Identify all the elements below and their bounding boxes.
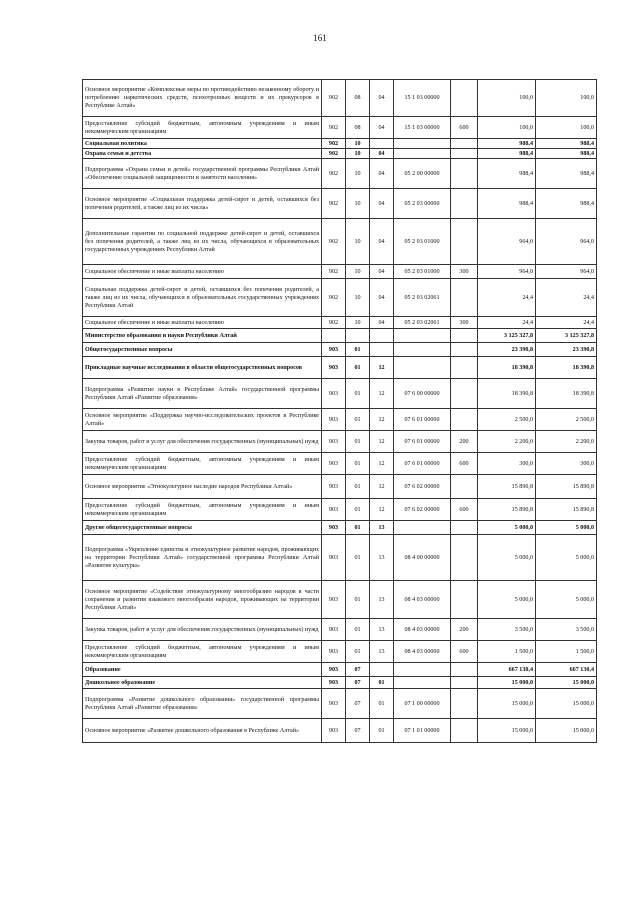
row-section-code: 10: [346, 265, 370, 279]
table-row: [83, 619, 597, 641]
row-expense-type-code: 300: [451, 265, 478, 279]
row-amount-1: 964,0: [478, 265, 536, 279]
row-grbs-code: 902: [322, 265, 346, 279]
row-name: Закупка товаров, работ и услуг для обеспечения государственных (муниципальных) нужд: [83, 619, 322, 641]
row-expense-type-code: [451, 139, 478, 149]
row-name: Дополнительные гарантии по социальной поддержке детей-сирот и детей, оставшихся без попечения родителей, а также лиц из их числа, обучающихся в образовательных государственных учреждениях Республики Алтай: [83, 219, 322, 265]
row-grbs-code: 903: [322, 619, 346, 641]
row-section-code: 10: [346, 159, 370, 189]
row-grbs-code: 903: [322, 431, 346, 453]
row-amount-2: 964,0: [536, 219, 597, 265]
row-section-code: 07: [346, 719, 370, 743]
row-name: Охрана семьи и детства: [83, 149, 322, 159]
row-amount-1: 667 130,4: [478, 663, 536, 677]
row-section-code: 01: [346, 499, 370, 521]
row-target-article-code: [394, 677, 451, 689]
row-name: Предоставление субсидий бюджетным, автономным учреждениям и иным некоммерческим организациям: [83, 499, 322, 521]
row-name: Подпрограмма «Развитие науки в Республике Алтай» государственной программы Республики Алтай «Развитие образования»: [83, 379, 322, 409]
table-row: [83, 663, 597, 677]
row-subsection-code: [370, 343, 394, 357]
row-name: Социальное обеспечение и иные выплаты населению: [83, 317, 322, 329]
row-amount-2: 1 500,0: [536, 641, 597, 663]
row-name: Основное мероприятие «Поддержка научно-исследовательских проектов в Республике Алтай»: [83, 409, 322, 431]
row-section-code: 01: [346, 581, 370, 619]
row-target-article-code: 05 2 03 02061: [394, 279, 451, 317]
row-amount-2: 5 000,0: [536, 535, 597, 581]
row-amount-2: 964,0: [536, 265, 597, 279]
row-section-code: 01: [346, 641, 370, 663]
row-section-code: [346, 329, 370, 343]
row-name: Предоставление субсидий бюджетным, автономным учреждениям и иным некоммерческим организациям: [83, 641, 322, 663]
table-row: [83, 139, 597, 149]
row-amount-1: 15 000,0: [478, 689, 536, 719]
table-row: [83, 149, 597, 159]
row-name: Другие общегосударственные вопросы: [83, 521, 322, 535]
row-name: Министерство образования и науки Республики Алтай: [83, 329, 322, 343]
row-target-article-code: [394, 663, 451, 677]
row-grbs-code: 902: [322, 149, 346, 159]
row-grbs-code: 902: [322, 279, 346, 317]
row-amount-2: 15 890,8: [536, 475, 597, 499]
row-target-article-code: 07 6 01 00000: [394, 431, 451, 453]
row-expense-type-code: [451, 689, 478, 719]
row-section-code: 10: [346, 317, 370, 329]
row-grbs-code: 902: [322, 219, 346, 265]
row-section-code: 10: [346, 149, 370, 159]
table-row: [83, 409, 597, 431]
row-amount-1: 988,4: [478, 159, 536, 189]
row-target-article-code: [394, 521, 451, 535]
row-target-article-code: 05 2 03 01000: [394, 219, 451, 265]
row-subsection-code: 13: [370, 641, 394, 663]
row-amount-2: 2 200,0: [536, 431, 597, 453]
row-subsection-code: 12: [370, 475, 394, 499]
row-target-article-code: 08 4 03 00000: [394, 619, 451, 641]
row-expense-type-code: [451, 379, 478, 409]
row-subsection-code: 12: [370, 431, 394, 453]
row-amount-1: 23 390,8: [478, 343, 536, 357]
row-amount-1: 15 000,0: [478, 719, 536, 743]
row-grbs-code: 903: [322, 475, 346, 499]
row-grbs-code: 903: [322, 689, 346, 719]
row-grbs-code: 902: [322, 317, 346, 329]
row-target-article-code: [394, 149, 451, 159]
row-amount-2: 5 000,0: [536, 521, 597, 535]
row-section-code: 01: [346, 431, 370, 453]
row-expense-type-code: 300: [451, 317, 478, 329]
row-subsection-code: 13: [370, 581, 394, 619]
row-subsection-code: 04: [370, 159, 394, 189]
row-subsection-code: 01: [370, 677, 394, 689]
row-grbs-code: 903: [322, 641, 346, 663]
row-amount-1: 18 390,8: [478, 357, 536, 379]
row-name: Основное мероприятие «Социальная поддержка детей-сирот и детей, оставшихся без попечения родителей, а также лиц из их числа»: [83, 189, 322, 219]
row-target-article-code: 05 2 00 00000: [394, 159, 451, 189]
row-amount-2: 100,0: [536, 117, 597, 139]
row-name: Образование: [83, 663, 322, 677]
row-amount-2: 667 130,4: [536, 663, 597, 677]
table-row: [83, 677, 597, 689]
row-target-article-code: 07 6 01 00000: [394, 453, 451, 475]
row-grbs-code: 903: [322, 719, 346, 743]
row-amount-1: 988,4: [478, 149, 536, 159]
row-grbs-code: 903: [322, 663, 346, 677]
row-amount-1: 24,4: [478, 279, 536, 317]
row-section-code: 08: [346, 80, 370, 117]
row-expense-type-code: 600: [451, 117, 478, 139]
row-amount-1: 18 390,8: [478, 379, 536, 409]
row-amount-1: 15 890,8: [478, 499, 536, 521]
row-amount-1: 3 125 327,8: [478, 329, 536, 343]
row-target-article-code: 07 6 00 00000: [394, 379, 451, 409]
row-name: Социальная поддержка детей-сирот и детей, оставшихся без попечения родителей, а также лиц из их числа, обучающихся в образовательных государственных учреждениях Республики Алтай: [83, 279, 322, 317]
row-name: Основное мероприятие «Содействие этнокультурному многообразию народов в части сохранения и развития языкового многообразия народов, проживающих на территории Республики Алтай»: [83, 581, 322, 619]
row-grbs-code: 903: [322, 453, 346, 475]
row-section-code: 07: [346, 663, 370, 677]
row-expense-type-code: [451, 409, 478, 431]
table-row: [83, 535, 597, 581]
row-section-code: 01: [346, 521, 370, 535]
table-row: [83, 431, 597, 453]
row-subsection-code: 04: [370, 279, 394, 317]
table-row: [83, 343, 597, 357]
row-target-article-code: 07 1 01 00000: [394, 719, 451, 743]
row-grbs-code: 902: [322, 117, 346, 139]
table-row: [83, 189, 597, 219]
row-expense-type-code: [451, 535, 478, 581]
row-amount-1: 988,4: [478, 139, 536, 149]
row-amount-2: 988,4: [536, 139, 597, 149]
row-expense-type-code: 600: [451, 641, 478, 663]
row-grbs-code: [322, 329, 346, 343]
row-expense-type-code: [451, 677, 478, 689]
table-row: [83, 521, 597, 535]
row-target-article-code: 07 6 02 00000: [394, 499, 451, 521]
row-expense-type-code: 200: [451, 431, 478, 453]
row-target-article-code: 07 6 01 00000: [394, 409, 451, 431]
row-expense-type-code: [451, 329, 478, 343]
row-target-article-code: 15 1 03 00000: [394, 117, 451, 139]
row-target-article-code: [394, 357, 451, 379]
row-expense-type-code: [451, 159, 478, 189]
table-row: [83, 379, 597, 409]
row-expense-type-code: [451, 149, 478, 159]
row-amount-2: 15 000,0: [536, 677, 597, 689]
row-subsection-code: 12: [370, 379, 394, 409]
row-expense-type-code: 600: [451, 453, 478, 475]
table-row: [83, 641, 597, 663]
row-amount-2: 15 000,0: [536, 689, 597, 719]
row-amount-2: 2 500,0: [536, 409, 597, 431]
row-amount-2: 988,4: [536, 159, 597, 189]
row-amount-1: 3 500,0: [478, 619, 536, 641]
row-grbs-code: 903: [322, 677, 346, 689]
row-amount-2: 24,4: [536, 279, 597, 317]
table-row: [83, 159, 597, 189]
row-target-article-code: 08 4 00 00000: [394, 535, 451, 581]
row-amount-2: 3 125 327,8: [536, 329, 597, 343]
row-amount-1: 100,0: [478, 117, 536, 139]
row-name: Общегосударственные вопросы: [83, 343, 322, 357]
row-target-article-code: [394, 329, 451, 343]
row-subsection-code: 04: [370, 189, 394, 219]
row-subsection-code: [370, 139, 394, 149]
row-name: Предоставление субсидий бюджетным, автономным учреждениям и иным некоммерческим организациям: [83, 453, 322, 475]
row-amount-1: 100,0: [478, 80, 536, 117]
row-amount-2: 988,4: [536, 149, 597, 159]
row-section-code: 10: [346, 139, 370, 149]
row-name: Социальная политика: [83, 139, 322, 149]
row-target-article-code: 05 2 03 00000: [394, 189, 451, 219]
row-name: Подпрограмма «Охрана семьи и детей» государственной программы Республики Алтай «Обеспечение социальной защищенности и занятости населения»: [83, 159, 322, 189]
row-subsection-code: 13: [370, 521, 394, 535]
row-amount-1: 15 890,8: [478, 475, 536, 499]
row-grbs-code: 902: [322, 159, 346, 189]
row-name: Основное мероприятие «Развитие дошкольного образования в Республике Алтай»: [83, 719, 322, 743]
budget-table: [82, 79, 597, 743]
row-amount-1: 5 000,0: [478, 521, 536, 535]
table-row: [83, 581, 597, 619]
row-subsection-code: 12: [370, 357, 394, 379]
row-target-article-code: 05 2 03 02061: [394, 317, 451, 329]
row-expense-type-code: [451, 279, 478, 317]
row-expense-type-code: 200: [451, 619, 478, 641]
row-section-code: 01: [346, 535, 370, 581]
row-grbs-code: 903: [322, 379, 346, 409]
row-subsection-code: 12: [370, 499, 394, 521]
table-row: [83, 80, 597, 117]
row-target-article-code: 07 1 00 00000: [394, 689, 451, 719]
row-target-article-code: 08 4 03 00000: [394, 581, 451, 619]
row-amount-1: 1 500,0: [478, 641, 536, 663]
row-section-code: 10: [346, 279, 370, 317]
row-amount-2: 988,4: [536, 189, 597, 219]
table-row: [83, 329, 597, 343]
row-subsection-code: 04: [370, 219, 394, 265]
table-row: [83, 279, 597, 317]
row-name: Закупка товаров, работ и услуг для обеспечения государственных (муниципальных) нужд: [83, 431, 322, 453]
table-row: [83, 719, 597, 743]
row-amount-2: 5 000,0: [536, 581, 597, 619]
row-subsection-code: 04: [370, 265, 394, 279]
row-target-article-code: 05 2 03 01000: [394, 265, 451, 279]
row-grbs-code: 902: [322, 80, 346, 117]
row-amount-1: 964,0: [478, 219, 536, 265]
row-section-code: 01: [346, 343, 370, 357]
row-subsection-code: 04: [370, 317, 394, 329]
row-section-code: 08: [346, 117, 370, 139]
row-amount-2: 18 390,8: [536, 357, 597, 379]
row-target-article-code: [394, 343, 451, 357]
row-subsection-code: 12: [370, 453, 394, 475]
row-amount-2: 23 390,8: [536, 343, 597, 357]
row-amount-1: 300,0: [478, 453, 536, 475]
row-section-code: 01: [346, 409, 370, 431]
row-amount-1: 2 200,0: [478, 431, 536, 453]
row-amount-1: 24,4: [478, 317, 536, 329]
row-grbs-code: 903: [322, 581, 346, 619]
row-subsection-code: 04: [370, 80, 394, 117]
row-name: Предоставление субсидий бюджетным, автономным учреждениям и иным некоммерческим организациям: [83, 117, 322, 139]
row-expense-type-code: [451, 219, 478, 265]
row-grbs-code: 903: [322, 521, 346, 535]
row-section-code: 10: [346, 219, 370, 265]
row-expense-type-code: [451, 719, 478, 743]
row-grbs-code: 903: [322, 357, 346, 379]
row-subsection-code: [370, 329, 394, 343]
row-target-article-code: 08 4 03 00000: [394, 641, 451, 663]
row-grbs-code: 903: [322, 343, 346, 357]
row-expense-type-code: [451, 475, 478, 499]
row-expense-type-code: [451, 521, 478, 535]
row-subsection-code: 12: [370, 409, 394, 431]
row-amount-1: 15 000,0: [478, 677, 536, 689]
row-subsection-code: [370, 663, 394, 677]
row-grbs-code: 903: [322, 535, 346, 581]
row-section-code: 01: [346, 619, 370, 641]
row-section-code: 07: [346, 677, 370, 689]
row-expense-type-code: [451, 581, 478, 619]
row-name: Основное мероприятие «Комплексные меры по противодействию незаконному обороту и потреблению наркотических средств, психотропных веществ и их прекурсоров в Республике Алтай»: [83, 80, 322, 117]
row-expense-type-code: [451, 357, 478, 379]
row-section-code: 01: [346, 475, 370, 499]
row-amount-1: 5 000,0: [478, 535, 536, 581]
row-target-article-code: 07 6 02 00000: [394, 475, 451, 499]
row-section-code: 01: [346, 357, 370, 379]
row-subsection-code: 04: [370, 149, 394, 159]
row-subsection-code: 13: [370, 619, 394, 641]
row-amount-1: 988,4: [478, 189, 536, 219]
row-name: Основное мероприятие «Этнокультурное наследие народов Республики Алтай»: [83, 475, 322, 499]
row-expense-type-code: [451, 663, 478, 677]
row-target-article-code: [394, 139, 451, 149]
row-expense-type-code: 600: [451, 499, 478, 521]
row-name: Прикладные научные исследования в области общегосударственных вопросов: [83, 357, 322, 379]
table-row: [83, 117, 597, 139]
row-amount-2: 18 390,8: [536, 379, 597, 409]
table-row: [83, 453, 597, 475]
table-row: [83, 357, 597, 379]
row-name: Социальное обеспечение и иные выплаты населению: [83, 265, 322, 279]
row-target-article-code: 15 1 03 00000: [394, 80, 451, 117]
row-expense-type-code: [451, 343, 478, 357]
row-section-code: 01: [346, 453, 370, 475]
row-name: Подпрограмма «Развитие дошкольного образования» государственной программы Республики Алтай «Развитие образования»: [83, 689, 322, 719]
table-row: [83, 499, 597, 521]
table-row: [83, 219, 597, 265]
row-name: Подпрограмма «Укрепление единства и этнокультурное развитие народов, проживающих на территории Республики Алтай» государственной программы Республики Алтай «Развитие культуры»: [83, 535, 322, 581]
row-amount-1: 2 500,0: [478, 409, 536, 431]
row-expense-type-code: [451, 80, 478, 117]
row-amount-2: 15 890,8: [536, 499, 597, 521]
row-grbs-code: 903: [322, 499, 346, 521]
table-row: [83, 265, 597, 279]
row-subsection-code: 01: [370, 689, 394, 719]
row-subsection-code: 04: [370, 117, 394, 139]
page-number: 161: [313, 33, 327, 43]
table-row: [83, 475, 597, 499]
row-name: Дошкольное образование: [83, 677, 322, 689]
row-grbs-code: 902: [322, 139, 346, 149]
row-amount-2: 15 000,0: [536, 719, 597, 743]
row-grbs-code: 902: [322, 189, 346, 219]
row-grbs-code: 903: [322, 409, 346, 431]
row-expense-type-code: [451, 189, 478, 219]
row-amount-2: 24,4: [536, 317, 597, 329]
table-row: [83, 689, 597, 719]
row-section-code: 10: [346, 189, 370, 219]
row-section-code: 01: [346, 379, 370, 409]
row-section-code: 07: [346, 689, 370, 719]
row-amount-2: 3 500,0: [536, 619, 597, 641]
row-amount-2: 300,0: [536, 453, 597, 475]
table-row: [83, 317, 597, 329]
row-subsection-code: 01: [370, 719, 394, 743]
row-amount-1: 5 000,0: [478, 581, 536, 619]
row-subsection-code: 13: [370, 535, 394, 581]
row-amount-2: 100,0: [536, 80, 597, 117]
